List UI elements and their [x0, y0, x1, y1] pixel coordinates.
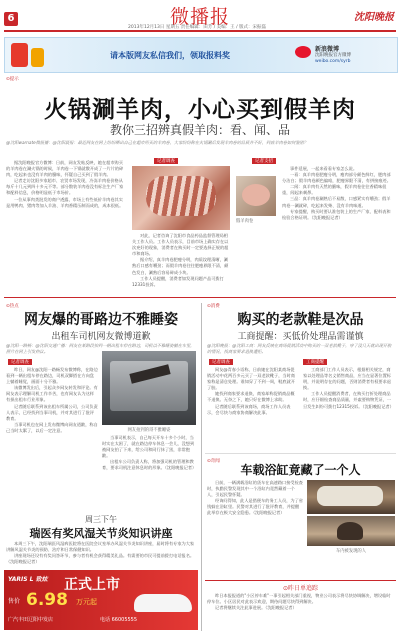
- boots-kicker: ⊙消费: [207, 304, 220, 309]
- phone-icon: [11, 43, 28, 67]
- driver-body-left: [6, 367, 98, 434]
- car-ad-slogan: 正式上市: [64, 577, 120, 593]
- meat-roll-shape: [146, 176, 216, 216]
- header-rule: [4, 30, 396, 32]
- lead-story: [4, 76, 396, 298]
- page-number: 6: [4, 12, 18, 26]
- paragraph: 工商部门工作人员表示，根据相关规定，商家以处理品等名义销售商品，应当在显著位置标明，并说明存在的问题，否则消费者有权要求退换。: [303, 367, 391, 391]
- lead-tag-right: 记者支招: [252, 158, 276, 164]
- driver-kicker: ⊙热点: [6, 304, 19, 309]
- paragraph: 记者将继续关注此事进展。（沈阳晚报记者）: [215, 605, 297, 611]
- paragraph: 工作人员提醒，消费者如发现问题产品可拨打12331投诉。: [132, 275, 224, 287]
- lead-intro: @沈阳warnate微报播：@沈阳晨报：最近网友在网上纷纷晒出自己在超市所买的羊肉卷，大家纷纷称在火锅涮后发现羊肉卷的品质并不好，到底羊肉卷如何鉴别？: [6, 140, 308, 145]
- paragraph: 二闻：真羊肉有天然的膻味，假羊肉卷往往香精味很重，闻起来刺鼻。: [282, 184, 387, 196]
- lead-photo-caption: 假羊肉卷: [236, 219, 254, 224]
- paper-name: 沈阳晚报: [354, 12, 394, 23]
- car-story: [205, 456, 396, 576]
- paragraph: 一看：真羊肉卷肥瘦分明，瘦肉部分颜色鲜红，肥肉部分洁白；假羊肉卷颜色偏暗，肥瘦界限不清，有拼接痕迹。: [282, 172, 391, 184]
- lead-col-1: [6, 160, 126, 209]
- driver-subhead: 出租车司机网友微博道歉: [51, 332, 151, 342]
- section-title: 微播报: [170, 6, 231, 28]
- followup-body: [207, 593, 394, 611]
- boots-tag-right: 工商提醒: [303, 359, 327, 365]
- paragraph: 事件延展，一起来看看专家怎么说。: [290, 166, 358, 171]
- car-ad-price-unit: 万元起: [76, 598, 97, 606]
- banner-slogan: 请本版网友私信我们，领取报料奖: [110, 51, 230, 60]
- paragraph: 出租车公司负责人称，将加强司机的管理和教育，要求司机注意休息时的形象。（沈阳晚报记者）: [102, 459, 197, 471]
- phone-icon-2: [31, 48, 44, 67]
- paragraph: 据介绍，真羊肉卷肥瘦分明，肉质纹理清晰，涮熟后口感有嚼劲；而假羊肉卷往往肥瘦界限不清，颜色发白，涮熟后容易碎成小块。: [132, 257, 229, 275]
- paragraph: 本周三下午，沈阳瑞医风湿病医院将在医院会议室举办风湿关节炎知识讲座，届时将有专家为大家讲解风湿关节炎的预防、治疗和日常保健知识。: [6, 541, 195, 553]
- car-photo-caption: 车内被发现的人: [335, 549, 367, 554]
- lead-subhead: 教你三招辨真假羊肉：看、闻、品: [109, 123, 290, 137]
- paragraph: 经询问得知，此人是搭便车的务工人员，为了省钱躲在浴缸里。民警对其进行了批评教育，并提醒此举存在极大安全隐患。（沈阳晚报记者）: [207, 498, 303, 516]
- weekend-kicker: 周三下午: [85, 515, 117, 524]
- lead-bottom-rule: [4, 297, 396, 298]
- brand-name: 新浪微博: [315, 46, 340, 53]
- car-ad-brand: YARIS L 致炫: [8, 576, 48, 583]
- paragraph: 专家提醒，购买时要认准包装上的生产厂家、配料表和检验合格证明。（沈阳晚报记者）: [282, 208, 391, 220]
- car-ad-dealer: 广汽丰田辽阳中发店: [8, 617, 54, 623]
- driver-intro: @沈阳一路畅：@沈阳交通广播：网友在某路段拍到一辆出租车停在路边，司机以不雅睡姿躺在车里，照片在网上引发热议。: [6, 343, 195, 355]
- car-ad-price: 6.98: [26, 590, 68, 610]
- paragraph: 据沈阳晚报官方微博：日前，网友发帖反映，她在超市购买的羊肉卷在涮火锅的时候，羊肉卷一下锅就散开成了一片片的碎肉，吃起来也没有羊肉的膻味，怀疑自己买到了假羊肉。: [6, 160, 124, 178]
- dateline: 2013年12月13日 星期五 责任编辑：田芳 / 美编：王 / 版式：宋振磊: [128, 25, 267, 30]
- weekend-headline: 瑞医有奖风湿关节炎知识讲座: [29, 527, 173, 540]
- boots-headline: 购买的老款鞋是次品: [237, 312, 364, 328]
- lead-photo: [132, 166, 230, 230]
- paragraph: 她找到商家要求退换，商家却称促销商品概不退换。无奈之下，她只好在微博上求助。: [207, 391, 295, 403]
- paragraph: 工作人员提醒消费者，在购买打折处理商品时，应仔细检查商品质量，并索要购物凭证，一旦发生纠纷可拨打12315投诉。（沈阳晚报记者）: [303, 391, 394, 409]
- paragraph: 一位从事肉类批发的商户透露，市场上有些低价羊肉卷其实是用鸭肉、猪肉等加入羊油、羊肉香精压制而成的，成本很低。: [6, 196, 124, 208]
- weekend-story: [4, 514, 198, 568]
- car-ad-price-label: 售价: [8, 598, 21, 605]
- paragraph: 网友@青春小语称，日前她在沈阳某商场促销活动中花两百多元买了一双老款靴子，当时商家称是清仓处理。谁知穿了不到一周，鞋底就开了胶。: [207, 367, 295, 391]
- paragraph: 讲座现场还设有有奖问答环节，参与者有机会获得精美礼品。有需要的市民可提前拨打电话报名。（沈阳晚报记者）: [6, 553, 195, 565]
- weekend-body: [6, 541, 196, 565]
- followup-story: [205, 580, 396, 630]
- car-ad-phone[interactable]: 电话 66005555: [100, 617, 138, 623]
- car-silhouette-icon: [134, 594, 192, 612]
- paragraph: 记者随后联系到该商场，商场工作人员表示，会尽快与商家协商解决此事。: [207, 403, 291, 415]
- boots-subhead: 工商提醒：买低价处理品需谨慎: [237, 332, 364, 342]
- driver-tag: 记者调查: [8, 359, 32, 365]
- paragraph: 三品：真羊肉卷涮熟后不易散，口感紧实有嚼劲；假羊肉卷一涮就碎，吃起来发柴、没有羊肉味道。: [282, 196, 391, 208]
- lead-tag-left: 记者调查: [154, 158, 178, 164]
- driver-story: [4, 301, 198, 511]
- car-photo-2: [307, 516, 395, 546]
- driver-headline: 网友爆的哥路边不雅睡姿: [24, 312, 178, 328]
- lead-col-2: [132, 233, 230, 288]
- brand-url[interactable]: weibo.com/syrb: [315, 59, 351, 64]
- paragraph: 昨日，网友@沈阳一路畅发布微博称，在路边看到一辆出租车停在路边，司机双脚搭在方向盘上躺着睡觉，画面十分不雅。: [6, 367, 98, 385]
- car-photo-1: [307, 480, 395, 514]
- driver-photo: [102, 351, 196, 425]
- meat-shape: [242, 184, 270, 206]
- page-header: [0, 0, 400, 30]
- paragraph: 该微博发出后，引起众多网友转发和评论。有网友表示理解司机工作辛苦，也有网友认为这样有损出租车行业形象。: [6, 385, 98, 403]
- lead-headline: 火锅涮羊肉，小心买到假羊肉: [44, 96, 356, 123]
- paragraph: 记者走访沈阳多家超市、农贸市场发现，冷冻羊肉卷价格从每斤十几元到四十多元不等。部分散装羊肉卷没有标注生产厂家和配料信息，价格明显低于市场价。: [6, 178, 124, 196]
- paragraph: 当事司机表示，自己每天开车十多个小时，当时实在太困了，就在路边停车休息一会儿，没想到被网友拍了下来，给公司和同行抹了黑，非常抱歉。: [102, 435, 195, 459]
- boots-tag-left: 记者调查: [209, 359, 233, 365]
- car-body: [207, 480, 303, 517]
- boots-col-2: [303, 367, 393, 410]
- lead-kicker: ⊙提示: [6, 77, 19, 82]
- brand-sub: 沈阳晚报官方微博: [315, 53, 351, 58]
- paragraph: 当事司机也在网上发布微博向网友道歉，称自己当时太累了，以后一定注意。: [6, 421, 98, 433]
- car-ad[interactable]: [4, 570, 198, 630]
- followup-top-rule: [205, 580, 396, 581]
- car-kicker: ⊙奇闻: [207, 459, 220, 464]
- ad-banner[interactable]: [4, 37, 398, 73]
- column-divider: [201, 303, 202, 631]
- driver-body-right: [102, 435, 196, 472]
- lead-photo-2: [236, 176, 276, 216]
- weibo-logo-icon: [295, 46, 311, 58]
- bathtub-shape: [317, 486, 383, 506]
- paragraph: 对此，记者咨询了沈阳市食品药品监督管理局相关工作人员。工作人员表示，目前市场上确实存在以次充好的现象，消费者在购买时一定要选择正规的超市和商场。: [132, 233, 229, 257]
- followup-kicker: ⊙昨日单追踪: [282, 585, 319, 592]
- boots-story: [205, 301, 396, 451]
- driver-photo-caption: 网友拍到的哥不雅睡姿: [127, 428, 171, 433]
- person-shape: [337, 522, 363, 540]
- boots-bottom-rule: [205, 453, 396, 454]
- paragraph: 日前，一辆满载浴缸的货车在高速路口接受检查时，执勤民警发现其中一个浴缸内竟然藏着一个人，引起民警怀疑。: [207, 480, 303, 498]
- boots-intro: @沈阳晚报：@沈阳工商：网友反映在商场促销活动中购买的一双老款靴子，穿了没几天就出现开胶的情况，找商家要求退换遭拒。: [207, 343, 392, 355]
- paragraph: 记者随后联系到该出租车所属公司，公司负责人表示，已经找到当事司机，并对其进行了批评教育。: [6, 403, 98, 421]
- lead-col-3: [282, 166, 394, 221]
- boots-col-1: [207, 367, 297, 416]
- paragraph: 昨日本报报道的"小区停车难"一事引起相关部门重视，物业公司表示将尽快协调解决，增设临时停车位。小区居民对此表示欢迎，期待问题尽快得到解决。: [207, 593, 391, 605]
- car-headline: 车载浴缸竟藏了一个人: [240, 463, 361, 477]
